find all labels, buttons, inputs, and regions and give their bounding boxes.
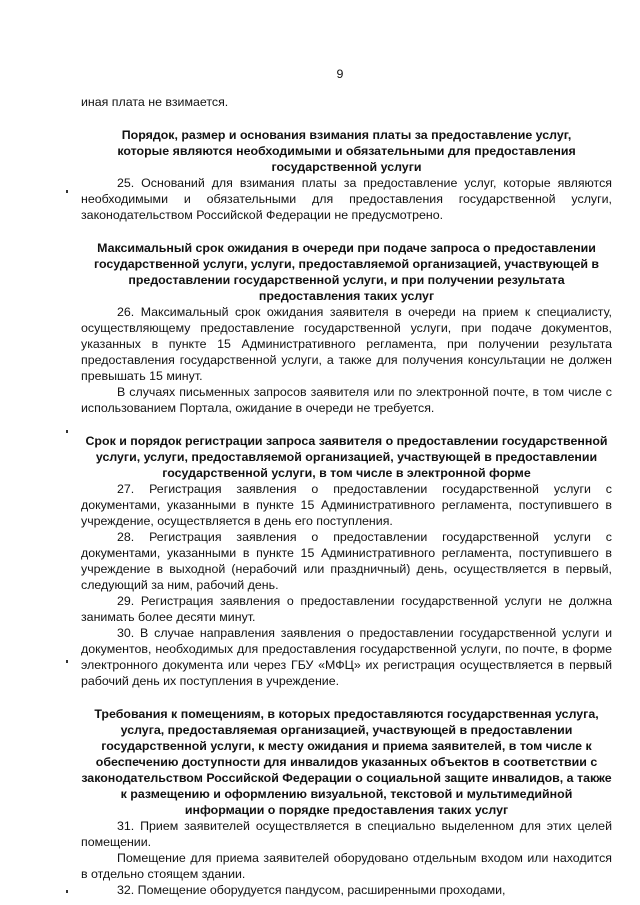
intro-line: иная плата не взимается. [81, 95, 229, 109]
section-premises-requirements [81, 706, 612, 898]
section-payment-basis [81, 127, 612, 223]
section-heading: Срок и порядок регистрации запроса заявителя о предоставлении государственной услуги, услуги, предоставляемой организацией, участвующей в предоставлении государственной услуги, в том числе в электронной форме [85, 434, 608, 480]
scan-mark [66, 190, 68, 193]
section-heading: Максимальный срок ожидания в очереди при подаче запроса о предоставлении государственной услуги, услуги, предоставляемой организацией, участвующей в предоставлении государственной услуги, и при получении результата предоставления таких услуг [93, 241, 600, 303]
paragraph: 27. Регистрация заявления о предоставлении государственной услуги с документами, указанными в пункте 15 Административного регламента, поступившего в учреждение, осуществляется в день его поступления. [81, 482, 612, 528]
section-registration [81, 433, 612, 689]
paragraph: 30. В случае направления заявления о предоставлении государственной услуги и документов, необходимых для предоставления государственной услуги, по почте, в форме электронного документа или через ГБУ «МФЦ» их регистрация осуществляется в первый рабочий день их поступления в учреждение. [81, 626, 612, 688]
document-body [81, 94, 612, 898]
paragraph: 26. Максимальный срок ожидания заявителя в очереди на прием к специалисту, осуществляющему предоставление государственной услуги, при подаче документов, указанных в пункте 15 Административного регламента, при получении результата предоставления государственной услуги, а также для получения консультации не должен превышать 15 минут. [81, 305, 612, 383]
section-heading: Порядок, размер и основания взимания платы за предоставление услуг, которые являются необходимыми и обязательными для предоставления государственной услуги [117, 128, 576, 174]
paragraph: Помещение для приема заявителей оборудовано отдельным входом или находится в отдельно стоящем здании. [81, 851, 612, 881]
paragraph: 28. Регистрация заявления о предоставлении государственной услуги с документами, указанными в пункте 15 Административного регламента, поступившего в учреждение в выходной (нерабочий или праздничный) день, осуществляется в первый, следующий за ним, рабочий день. [81, 530, 612, 592]
paragraph: В случаях письменных запросов заявителя или по электронной почте, в том числе с использованием Портала, ожидание в очереди не требуется. [81, 385, 612, 415]
scan-mark [66, 890, 68, 893]
scan-mark [66, 660, 68, 663]
paragraph: 29. Регистрация заявления о предоставлении государственной услуги не должна занимать более десяти минут. [81, 594, 612, 624]
paragraph: 31. Прием заявителей осуществляется в специально выделенном для этих целей помещении. [81, 819, 612, 849]
page-number: 9 [336, 67, 344, 81]
section-queue-time [81, 240, 612, 416]
paragraph: 32. Помещение оборудуется пандусом, расширенными проходами, [117, 883, 506, 897]
section-heading: Требования к помещениям, в которых предоставляются государственная услуга, услуга, предоставляемая организацией, участвующей в предоставлении государственной услуги, к месту ожидания и приема заявителей, в том числе к обеспечению доступности для инвалидов указанных объектов в соответствии с законодательством Российской Федерации о социальной защите инвалидов, а также к размещению и оформлению визуальной, текстовой и мультимедийной информации о порядке предоставления таких услуг [81, 707, 612, 817]
scan-mark [66, 430, 68, 433]
paragraph: 25. Оснований для взимания платы за предоставление услуг, которые являются необходимыми и обязательными для предоставления государственной услуги, законодательством Российской Федерации не предусмотрено. [81, 176, 612, 222]
